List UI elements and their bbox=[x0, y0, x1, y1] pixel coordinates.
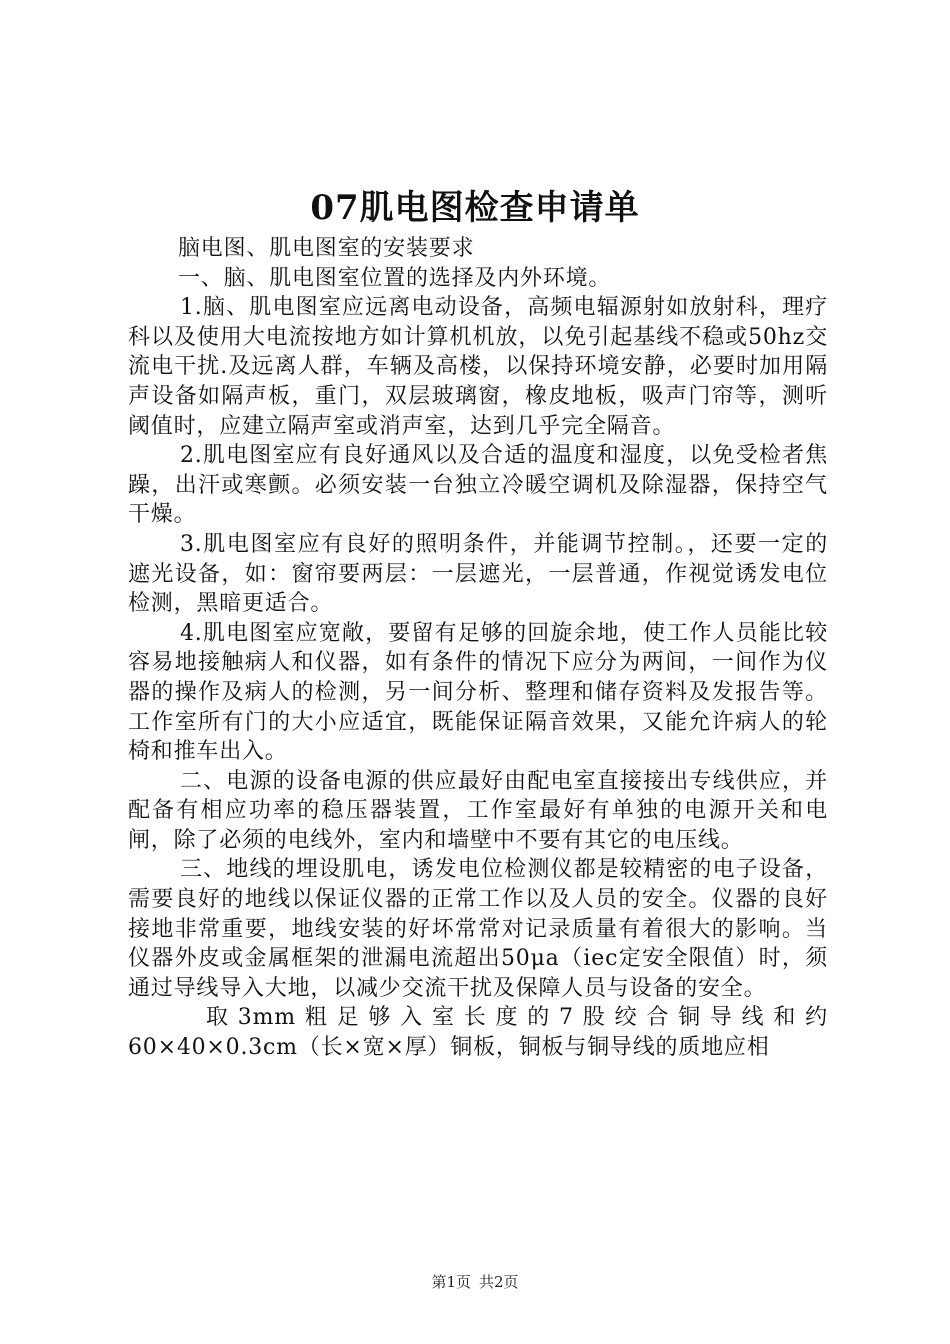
paragraph-grounding: 三、地线的埋设肌电，诱发电位检测仪都是较精密的电子设备，需要良好的地线以保证仪器的正常工作以及人员的安全。仪器的良好接地非常重要，地线安装的好坏常常对记录质量有着很大的影响。当仪器外皮或金属框架的泄漏电流超出50μa（iec定安全限值）时，须通过导线导入大地，以减少交流干扰及保障人员与设备的安全。 bbox=[128, 857, 828, 1001]
paragraph-lighting: 3.肌电图室应有良好的照明条件，并能调节控制。，还要一定的遮光设备，如：窗帘要两层：一层遮光，一层普通，作视觉诱发电位检测，黑暗更适合。 bbox=[128, 531, 828, 617]
document-title: 07肌电图检查申请单 bbox=[310, 188, 640, 228]
subheading-location-environment: 一、脑、肌电图室位置的选择及内外环境。 bbox=[178, 265, 612, 291]
paragraph-power-supply: 二、电源的设备电源的供应最好由配电室直接接出专线供应，并配备有相应功率的稳压器装置，工作室最好有单独的电源开关和电闸，除了必须的电线外，室内和墙壁中不要有其它的电压线。 bbox=[128, 768, 828, 853]
total-pages: 共2页 bbox=[479, 1273, 519, 1291]
paragraph-room-space: 4.肌电图室应宽敞，要留有足够的回旋余地，使工作人员能比较容易地接触病人和仪器，如有条件的情况下应分为两间，一间作为仪器的操作及病人的检测，另一间分析、整理和储存资料及发报告等。工作室所有门的大小应适宜，既能保证隔音效果，又能允许病人的轮椅和推车出入。 bbox=[128, 620, 828, 765]
section-heading: 脑电图、肌电图室的安装要求 bbox=[178, 236, 475, 261]
document-body bbox=[128, 234, 828, 1063]
page-footer bbox=[0, 1272, 950, 1292]
paragraph-copper-plate: 取3mm粗足够入室长度的7股绞合铜导线和约60×40×0.3cm（长×宽×厚）铜板，铜板与铜导线的质地应相 bbox=[128, 1005, 828, 1061]
page-number: 第1页 bbox=[431, 1273, 471, 1291]
paragraph-location-requirements: 1.脑、肌电图室应远离电动设备，高频电辐源射如放射科，理疗科以及使用大电流按地方如计算机机放，以免引起基线不稳或50hz交流电干扰.及远离人群，车辆及高楼，以保持环境安静，必要时加用隔声设备如隔声板，重门，双层玻璃窗，橡皮地板，吸声门帘等，测听阈值时，应建立隔声室或消声室，达到几乎完全隔音。 bbox=[128, 295, 828, 439]
paragraph-ventilation-temperature: 2.肌电图室应有良好通风以及合适的温度和湿度，以免受检者焦躁，出汗或寒颤。必须安装一台独立冷暖空调机及除湿器，保持空气干燥。 bbox=[128, 443, 828, 528]
